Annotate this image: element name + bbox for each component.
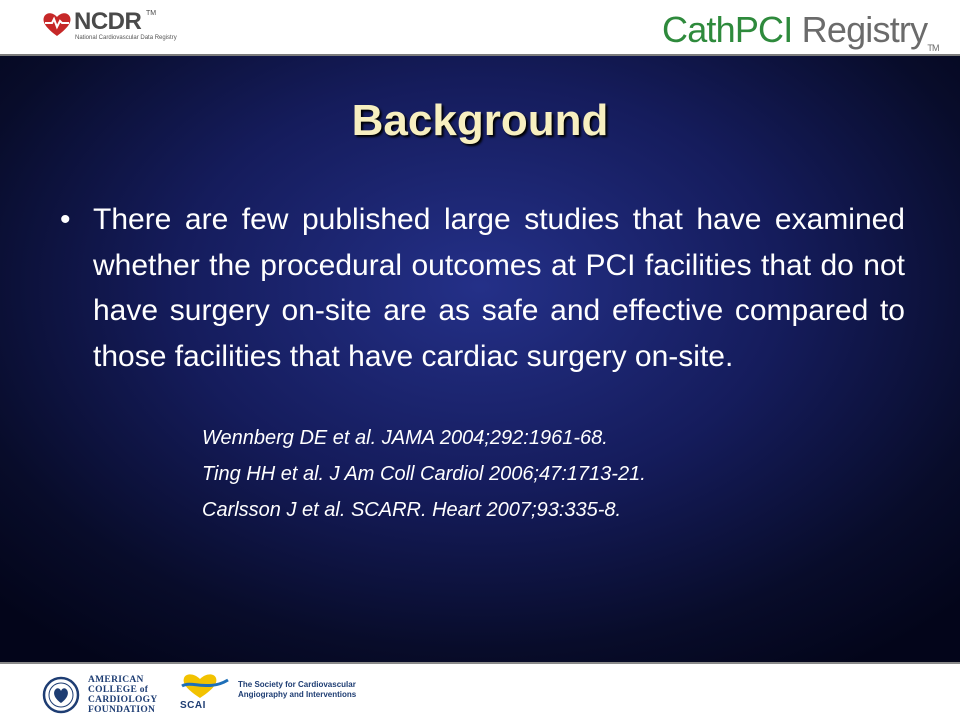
slide-content (0, 56, 960, 662)
reference-list (202, 420, 646, 528)
acc-line: CARDIOLOGY (88, 695, 158, 705)
scai-line: Angiography and Interventions (238, 690, 357, 699)
registry-name-primary: CathPCI (662, 9, 793, 50)
scai-heart-icon (178, 670, 232, 702)
reference-item: Wennberg DE et al. JAMA 2004;292:1961-68. (202, 427, 608, 449)
cathpci-registry-logo (662, 9, 939, 53)
ncdr-subtitle: National Cardiovascular Data Registry (75, 35, 177, 41)
bullet-text: There are few published large studies that have examined whether the procedural outcomes at PCI facilities that do not have surgery on-site are as safe and effective compared to those facilities that have cardiac surgery on-site. (93, 203, 905, 373)
scai-logo (178, 670, 357, 716)
scai-acronym: SCAI (180, 700, 206, 711)
slide-title: Background (351, 96, 609, 145)
slide-footer (0, 664, 960, 720)
bullet-marker: • (60, 203, 71, 236)
registry-name-secondary: Registry (792, 9, 928, 50)
reference-item: Ting HH et al. J Am Coll Cardiol 2006;47:1713-21. (202, 463, 646, 485)
acc-line: COLLEGE of (88, 685, 149, 695)
acc-wordmark (88, 675, 158, 715)
ncdr-wordmark: NCDR (74, 8, 142, 35)
acc-seal-icon (42, 676, 80, 714)
acc-line: FOUNDATION (88, 705, 156, 715)
acc-line: AMERICAN (88, 675, 144, 685)
ncdr-trademark: TM (146, 10, 157, 17)
ncdr-logo (42, 6, 202, 46)
ncdr-heart-icon (42, 10, 72, 38)
slide-header (0, 0, 960, 54)
registry-trademark: TM (927, 43, 939, 53)
scai-line: The Society for Cardiovascular (238, 680, 356, 689)
acc-foundation-logo (42, 672, 162, 716)
scai-wordmark (238, 680, 356, 700)
reference-item: Carlsson J et al. SCARR. Heart 2007;93:335-8. (202, 499, 622, 521)
